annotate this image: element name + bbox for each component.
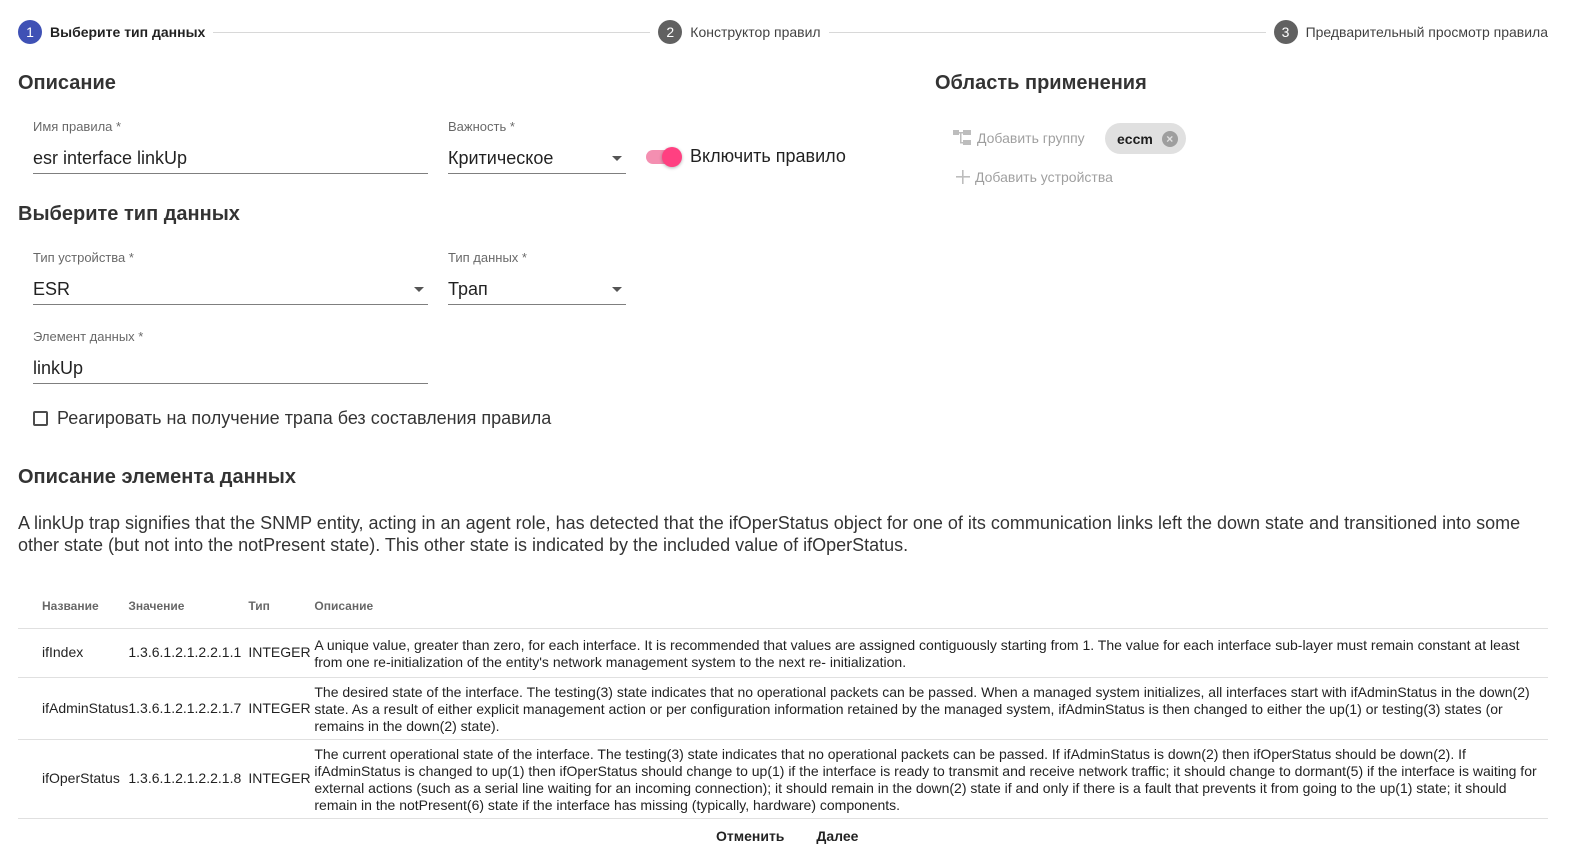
rule-name-value: esr interface linkUp — [33, 148, 188, 168]
add-devices-button[interactable] — [955, 169, 1113, 185]
enable-rule-label: Включить правило — [690, 146, 846, 166]
step-3-label: Предварительный просмотр правила — [1305, 24, 1548, 40]
step-3-number: 3 — [1274, 20, 1298, 44]
cell-description: A unique value, greater than zero, for each interface. It is recommended that values are assigned contiguously starting from 1. The value for each interface sub-layer must remain constant at least from one re-initialization of the entity's network management system to the next re- initialization. — [314, 628, 1548, 677]
data-element-label: Элемент данных * — [33, 329, 144, 344]
toggle-thumb[interactable] — [662, 147, 682, 167]
step-3[interactable] — [1274, 20, 1548, 44]
add-group-label: Добавить группу — [977, 130, 1085, 146]
cell-type: INTEGER — [248, 628, 314, 677]
table-row — [18, 739, 1548, 818]
rule-name-label: Имя правила * — [33, 119, 122, 134]
close-icon[interactable]: × — [1162, 131, 1178, 147]
stepper — [18, 18, 1548, 46]
chevron-down-icon — [612, 287, 622, 292]
cell-value: 1.3.6.1.2.1.2.2.1.8 — [128, 739, 248, 818]
add-group-button[interactable] — [953, 129, 1085, 147]
cell-description: The current operational state of the interface. The testing(3) state indicates that no operational packets can be passed. If ifAdminStatus is down(2) then ifOperStatus should be down(2). If ifAdminStatus is changed to up(1) then ifOperStatus should change to up(1) if the interface is ready to transmit and receive network traffic; it should change to dormant(5) if the interface is waiting for external actions (such as a serial line waiting for an incoming connection); it should remain in the down(2) state if and only if there is a fault that prevents it from going to the up(1) state; it should remain in the notPresent(6) state if the interface has missing (typically, hardware) components. — [314, 739, 1548, 818]
severity-select[interactable] — [448, 119, 626, 174]
scope-chip[interactable] — [1105, 123, 1186, 154]
data-element-field[interactable] — [33, 329, 428, 384]
step-1[interactable] — [18, 20, 205, 44]
column-header-name: Название — [18, 585, 128, 628]
step-2-number: 2 — [658, 20, 682, 44]
step-connector — [213, 32, 650, 33]
step-1-label: Выберите тип данных — [50, 24, 206, 40]
chevron-down-icon — [612, 156, 622, 161]
cell-name: ifAdminStatus — [18, 677, 128, 739]
step-2[interactable] — [658, 20, 820, 44]
device-type-value: ESR — [33, 279, 71, 299]
data-type-section-title: Выберите тип данных — [18, 203, 240, 225]
data-type-value: Трап — [448, 279, 488, 299]
scope-chip-label: eccm — [1117, 130, 1153, 147]
enable-rule-toggle[interactable] — [646, 146, 846, 167]
form-actions — [700, 826, 874, 846]
severity-value: Критическое — [448, 148, 554, 168]
column-header-type: Тип — [248, 585, 314, 628]
element-description-text: A linkUp trap signifies that the SNMP entity, acting in an agent role, has detected that the ifOperStatus object for one of its communication links left the down state and transitioned into some other state (but not into the notPresent state). This other state is indicated by the included value of ifOperStatus. — [18, 513, 1521, 555]
step-2-label: Конструктор правил — [690, 24, 821, 40]
device-type-dropdown[interactable] — [33, 276, 428, 305]
data-element-value: linkUp — [33, 358, 84, 378]
severity-label: Важность * — [448, 119, 515, 134]
cell-description: The desired state of the interface. The testing(3) state indicates that no operational packets can be passed. When a managed system initializes, all interfaces start with ifAdminStatus in the down(2) state. As a result of either explicit management action or per configuration information retained by the managed system, ifAdminStatus is then changed to either the up(1) or testing(3) states (or remains in the down(2) state). — [314, 677, 1548, 739]
table-row — [18, 677, 1548, 739]
step-connector — [829, 32, 1266, 33]
next-button[interactable]: Далее — [800, 826, 874, 846]
react-trap-label: Реагировать на получение трапа без составления правила — [57, 408, 552, 428]
data-element-input[interactable] — [33, 355, 428, 384]
severity-dropdown[interactable] — [448, 145, 626, 174]
device-type-select[interactable] — [33, 250, 428, 305]
varbinds-table — [18, 585, 1548, 819]
toggle-track[interactable] — [646, 150, 680, 164]
cell-value: 1.3.6.1.2.1.2.2.1.7 — [128, 677, 248, 739]
device-type-label: Тип устройства * — [33, 250, 134, 265]
data-type-dropdown[interactable] — [448, 276, 626, 305]
cell-type: INTEGER — [248, 739, 314, 818]
element-description-title: Описание элемента данных — [18, 466, 296, 488]
cell-value: 1.3.6.1.2.1.2.2.1.1 — [128, 628, 248, 677]
column-header-value: Значение — [128, 585, 248, 628]
table-header-row — [18, 585, 1548, 628]
step-1-number: 1 — [18, 20, 42, 44]
description-section-title: Описание — [18, 72, 116, 94]
cell-name: ifIndex — [18, 628, 128, 677]
data-type-select[interactable] — [448, 250, 626, 305]
column-header-description: Описание — [314, 585, 1548, 628]
react-trap-checkbox[interactable] — [33, 411, 48, 426]
cell-name: ifOperStatus — [18, 739, 128, 818]
cancel-button[interactable]: Отменить — [700, 826, 800, 846]
table-row — [18, 628, 1548, 677]
react-trap-checkbox-row[interactable] — [33, 408, 551, 429]
rule-name-input[interactable] — [33, 145, 428, 174]
chevron-down-icon — [414, 287, 424, 292]
cell-type: INTEGER — [248, 677, 314, 739]
rule-name-field[interactable] — [33, 119, 428, 174]
data-type-label: Тип данных * — [448, 250, 527, 265]
add-devices-label: Добавить устройства — [975, 169, 1113, 185]
group-tree-icon — [953, 129, 973, 147]
plus-icon — [955, 169, 971, 185]
scope-section-title: Область применения — [935, 72, 1147, 94]
